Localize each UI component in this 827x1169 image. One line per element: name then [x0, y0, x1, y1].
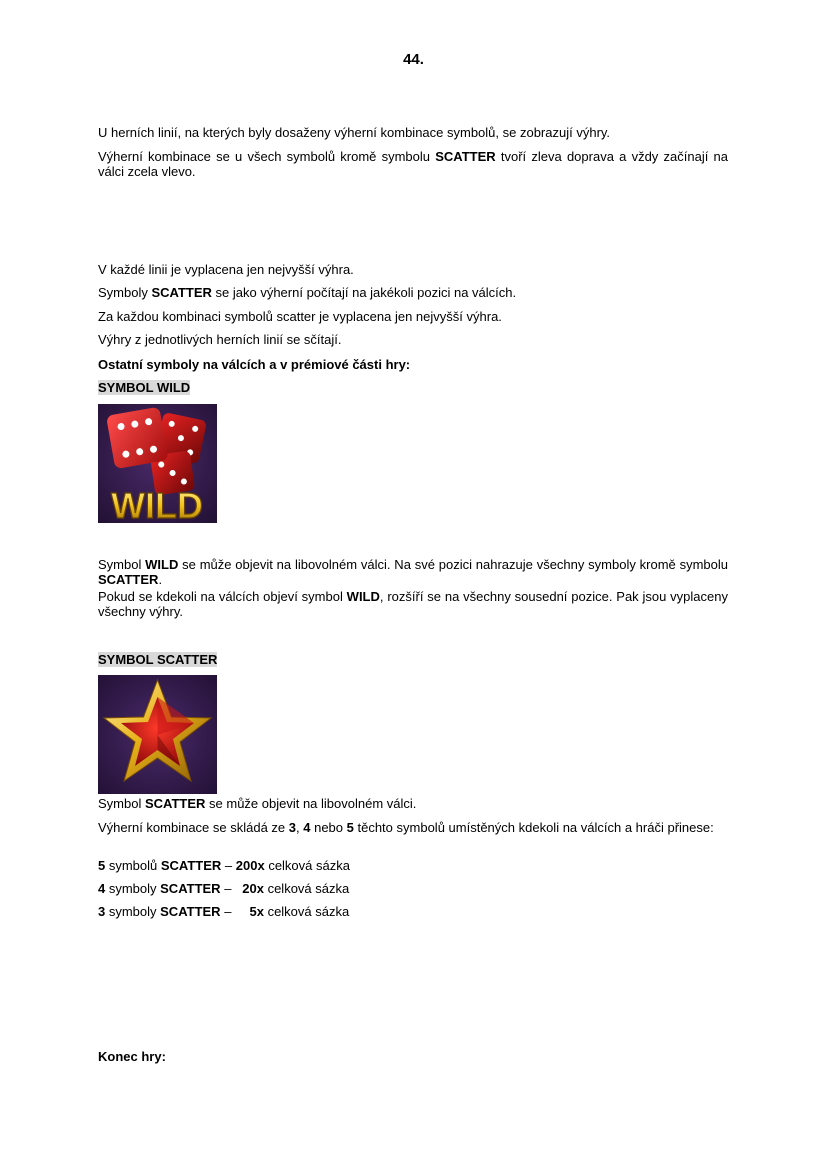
rule-3: Za každou kombinaci symbolů scatter je vyplacena jen nejvyšší výhra.	[98, 309, 502, 324]
intro-paragraph-1: U herních linií, na kterých byly dosaženy výherní kombinace symbolů, se zobrazují výhry.	[98, 125, 611, 140]
other-symbols-heading: Ostatní symboly na válcích a v prémiové části hry:	[98, 357, 411, 372]
rule-2: Symboly SCATTER se jako výherní počítají na jakékoli pozici na válcích.	[98, 285, 517, 300]
payout-row-4: 4 symboly SCATTER – 20x celková sázka	[98, 881, 350, 896]
scatter-star-icon	[98, 675, 217, 794]
rule-1: V každé linii je vyplacena jen nejvyšší výhra.	[98, 262, 354, 277]
wild-description-1: Symbol WILD se může objevit na libovolném válci. Na své pozici nahrazuje všechny symboly kromě symbolu SCATTER.	[98, 557, 728, 587]
wild-icon-text: WILD	[111, 485, 203, 523]
scatter-heading: SYMBOL SCATTER	[98, 652, 218, 667]
intro-paragraph-2: Výherní kombinace se u všech symbolů kromě symbolu SCATTER tvoří zleva doprava a vždy začínají na válci zcela vlevo.	[98, 149, 728, 179]
wild-dice-icon	[98, 404, 217, 523]
payout-row-5: 5 symbolů SCATTER – 200x celková sázka	[98, 858, 350, 873]
rule-4: Výhry z jednotlivých herních linií se sčítají.	[98, 332, 342, 347]
scatter-description-2: Výherní kombinace se skládá ze 3, 4 nebo 5 těchto symbolů umístěných kdekoli na válcích a hráči přinese:	[98, 820, 714, 835]
wild-description-2: Pokud se kdekoli na válcích objeví symbol WILD, rozšíří se na všechny sousední pozice. Pak jsou vyplaceny všechny výhry.	[98, 589, 728, 619]
scatter-description-1: Symbol SCATTER se může objevit na libovolném válci.	[98, 796, 417, 811]
payout-row-3: 3 symboly SCATTER – 5x celková sázka	[98, 904, 350, 919]
end-of-game-heading: Konec hry:	[98, 1049, 166, 1064]
wild-heading: SYMBOL WILD	[98, 380, 191, 395]
page-number: 44.	[403, 51, 424, 68]
